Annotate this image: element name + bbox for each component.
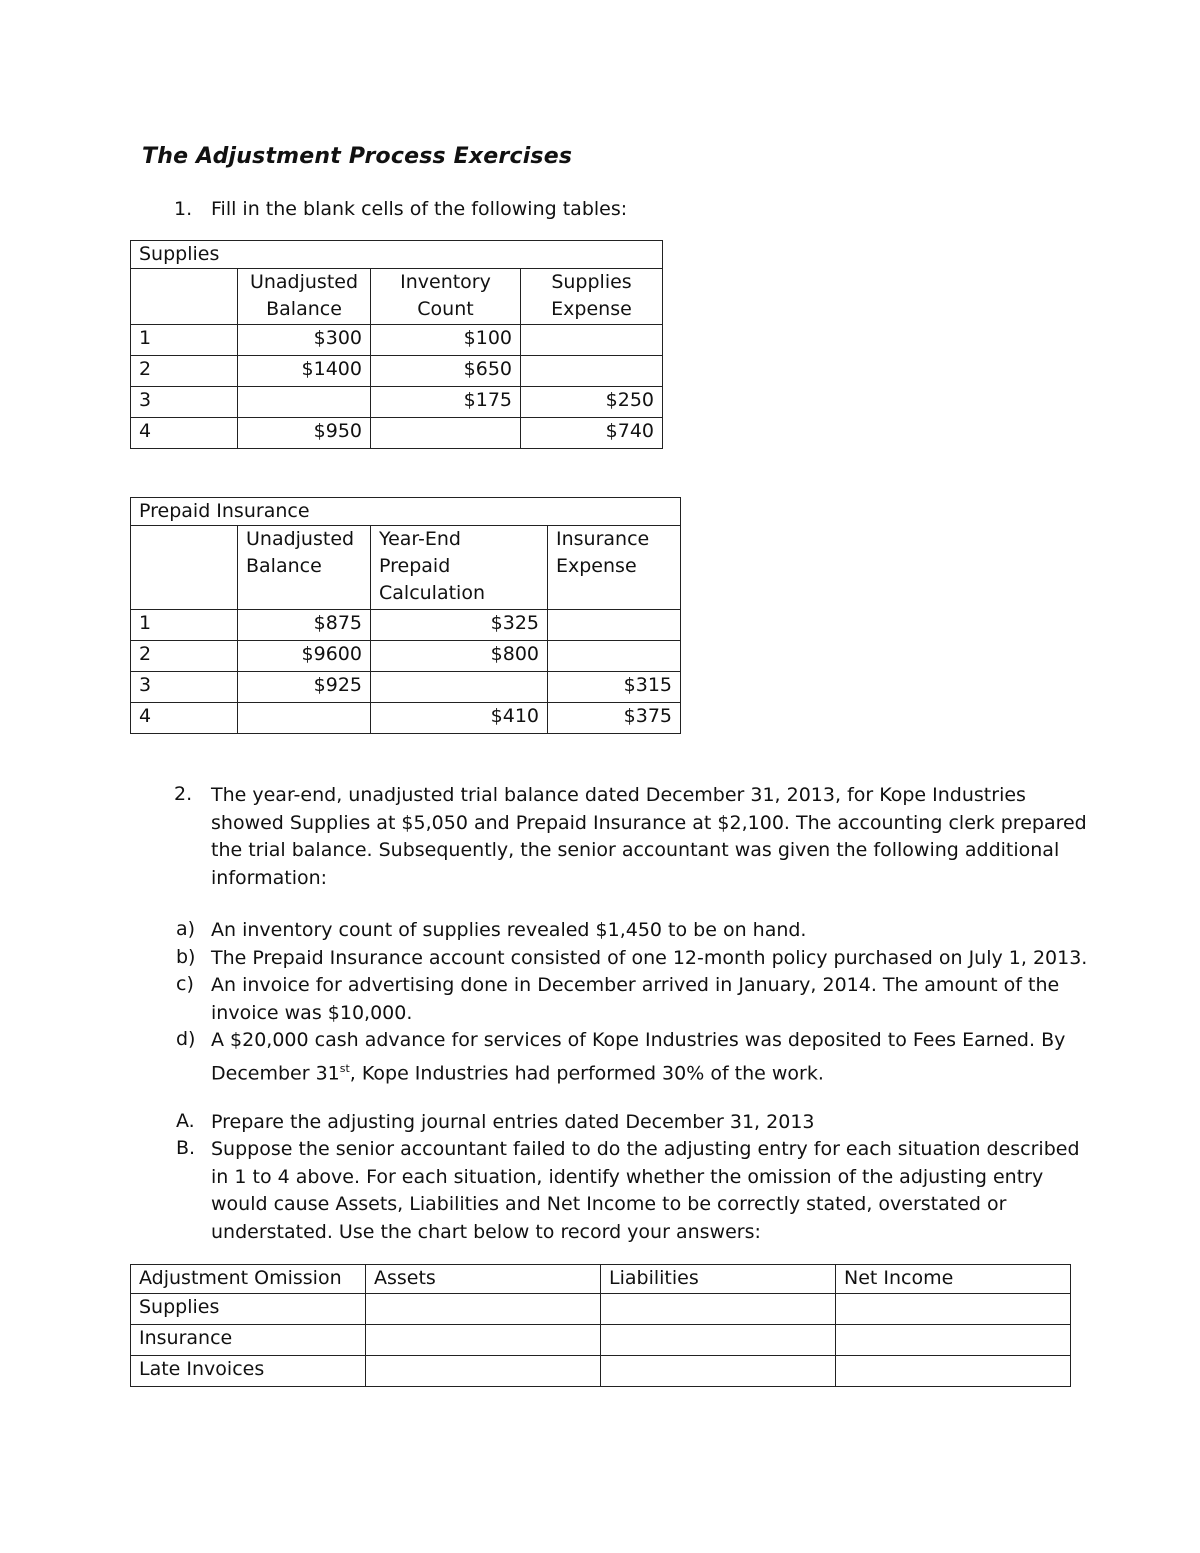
supplies-header-blank [131, 269, 238, 325]
table-row [131, 325, 663, 356]
item-d-label: d) [176, 1028, 196, 1050]
table-row [131, 387, 663, 418]
supplies-table-caption: Supplies [131, 241, 663, 269]
q2-line: information: [211, 866, 328, 889]
insurance-table-caption: Prepaid Insurance [131, 498, 681, 526]
row-number: 1 [131, 610, 238, 641]
q1-number: 1. [174, 198, 193, 220]
task-b-text [211, 1136, 1111, 1246]
unadjusted-cell: $1400 [238, 356, 371, 387]
item-a-text: An inventory count of supplies revealed $1,450 to be on hand. [211, 919, 807, 941]
insurance-header-prepaid: Year-End Prepaid Calculation [371, 526, 548, 610]
item-c-label: c) [176, 973, 194, 995]
table-row [131, 672, 681, 703]
insurance-header-blank [131, 526, 238, 610]
row-label: Insurance [131, 1325, 366, 1356]
inventory-cell: $100 [371, 325, 521, 356]
insurance-table [130, 497, 681, 734]
item-d-text [211, 1027, 1065, 1087]
item-c-line: invoice was $10,000. [211, 1001, 413, 1024]
header-liabilities: Liabilities [601, 1265, 836, 1294]
task-b-line: understated. Use the chart below to record your answers: [211, 1220, 761, 1243]
table-row [131, 1356, 1071, 1387]
item-b-label: b) [176, 946, 196, 968]
expense-cell: $375 [548, 703, 681, 734]
task-a-text: Prepare the adjusting journal entries dated December 31, 2013 [211, 1111, 815, 1133]
table-row [131, 1325, 1071, 1356]
row-label: Late Invoices [131, 1356, 366, 1387]
row-number: 2 [131, 356, 238, 387]
supplies-table [130, 240, 663, 449]
liabilities-answer-cell[interactable] [601, 1325, 836, 1356]
page-title: The Adjustment Process Exercises [142, 144, 573, 169]
expense-cell [521, 356, 663, 387]
unadjusted-cell [238, 703, 371, 734]
header-net-income: Net Income [836, 1265, 1071, 1294]
insurance-header-unadjusted: Unadjusted Balance [238, 526, 371, 610]
table-row [131, 418, 663, 449]
item-c-text [211, 972, 1059, 1027]
row-number: 4 [131, 703, 238, 734]
q2-number: 2. [174, 783, 193, 805]
prepaid-cell: $410 [371, 703, 548, 734]
item-b-text: The Prepaid Insurance account consisted of one 12-month policy purchased on July 1, 2013. [211, 947, 1088, 969]
q2-line: showed Supplies at $5,050 and Prepaid Insurance at $2,100. The accounting clerk prepared [211, 811, 1087, 834]
unadjusted-cell: $875 [238, 610, 371, 641]
unadjusted-cell: $950 [238, 418, 371, 449]
q2-text [211, 782, 1111, 892]
expense-cell: $250 [521, 387, 663, 418]
header-assets: Assets [366, 1265, 601, 1294]
row-number: 3 [131, 672, 238, 703]
item-a-label: a) [176, 918, 196, 940]
item-d-line: A $20,000 cash advance for services of Kope Industries was deposited to Fees Earned. By [211, 1029, 1066, 1051]
task-b-line: would cause Assets, Liabilities and Net Income to be correctly stated, overstated or [211, 1193, 1007, 1215]
row-number: 3 [131, 387, 238, 418]
prepaid-cell [371, 672, 548, 703]
task-b-line: Suppose the senior accountant failed to do the adjusting entry for each situation described [211, 1138, 1080, 1160]
insurance-header-expense: Insurance Expense [548, 526, 681, 610]
assets-answer-cell[interactable] [366, 1294, 601, 1325]
task-a-label: A. [176, 1110, 195, 1132]
answer-chart-table [130, 1264, 1071, 1387]
task-b-line: in 1 to 4 above. For each situation, identify whether the omission of the adjusting entry [211, 1165, 1044, 1188]
net-income-answer-cell[interactable] [836, 1325, 1071, 1356]
liabilities-answer-cell[interactable] [601, 1294, 836, 1325]
expense-cell: $315 [548, 672, 681, 703]
expense-cell [521, 325, 663, 356]
supplies-header-inventory: Inventory Count [371, 269, 521, 325]
liabilities-answer-cell[interactable] [601, 1356, 836, 1387]
answer-chart-header [131, 1265, 1071, 1294]
q2-line: the trial balance. Subsequently, the senior accountant was given the following additional [211, 839, 1060, 861]
assets-answer-cell[interactable] [366, 1325, 601, 1356]
supplies-header-unadjusted: Unadjusted Balance [238, 269, 371, 325]
unadjusted-cell: $925 [238, 672, 371, 703]
assets-answer-cell[interactable] [366, 1356, 601, 1387]
q2-line: The year-end, unadjusted trial balance dated December 31, 2013, for Kope Industries [211, 784, 1026, 806]
unadjusted-cell: $300 [238, 325, 371, 356]
inventory-cell: $650 [371, 356, 521, 387]
net-income-answer-cell[interactable] [836, 1356, 1071, 1387]
inventory-cell [371, 418, 521, 449]
q1-text: Fill in the blank cells of the following tables: [211, 198, 628, 220]
item-d-line: December 31st, Kope Industries had performed 30% of the work. [211, 1061, 824, 1084]
row-number: 2 [131, 641, 238, 672]
table-row [131, 610, 681, 641]
unadjusted-cell: $9600 [238, 641, 371, 672]
expense-cell [548, 641, 681, 672]
expense-cell [548, 610, 681, 641]
prepaid-cell: $325 [371, 610, 548, 641]
table-row [131, 641, 681, 672]
prepaid-cell: $800 [371, 641, 548, 672]
item-c-line: An invoice for advertising done in December arrived in January, 2014. The amount of the [211, 974, 1060, 996]
unadjusted-cell [238, 387, 371, 418]
header-adjustment-omission: Adjustment Omission [131, 1265, 366, 1294]
supplies-header-expense: Supplies Expense [521, 269, 663, 325]
expense-cell: $740 [521, 418, 663, 449]
net-income-answer-cell[interactable] [836, 1294, 1071, 1325]
task-b-label: B. [176, 1137, 196, 1159]
row-number: 1 [131, 325, 238, 356]
table-row [131, 1294, 1071, 1325]
table-row [131, 703, 681, 734]
row-label: Supplies [131, 1294, 366, 1325]
table-row [131, 356, 663, 387]
inventory-cell: $175 [371, 387, 521, 418]
row-number: 4 [131, 418, 238, 449]
